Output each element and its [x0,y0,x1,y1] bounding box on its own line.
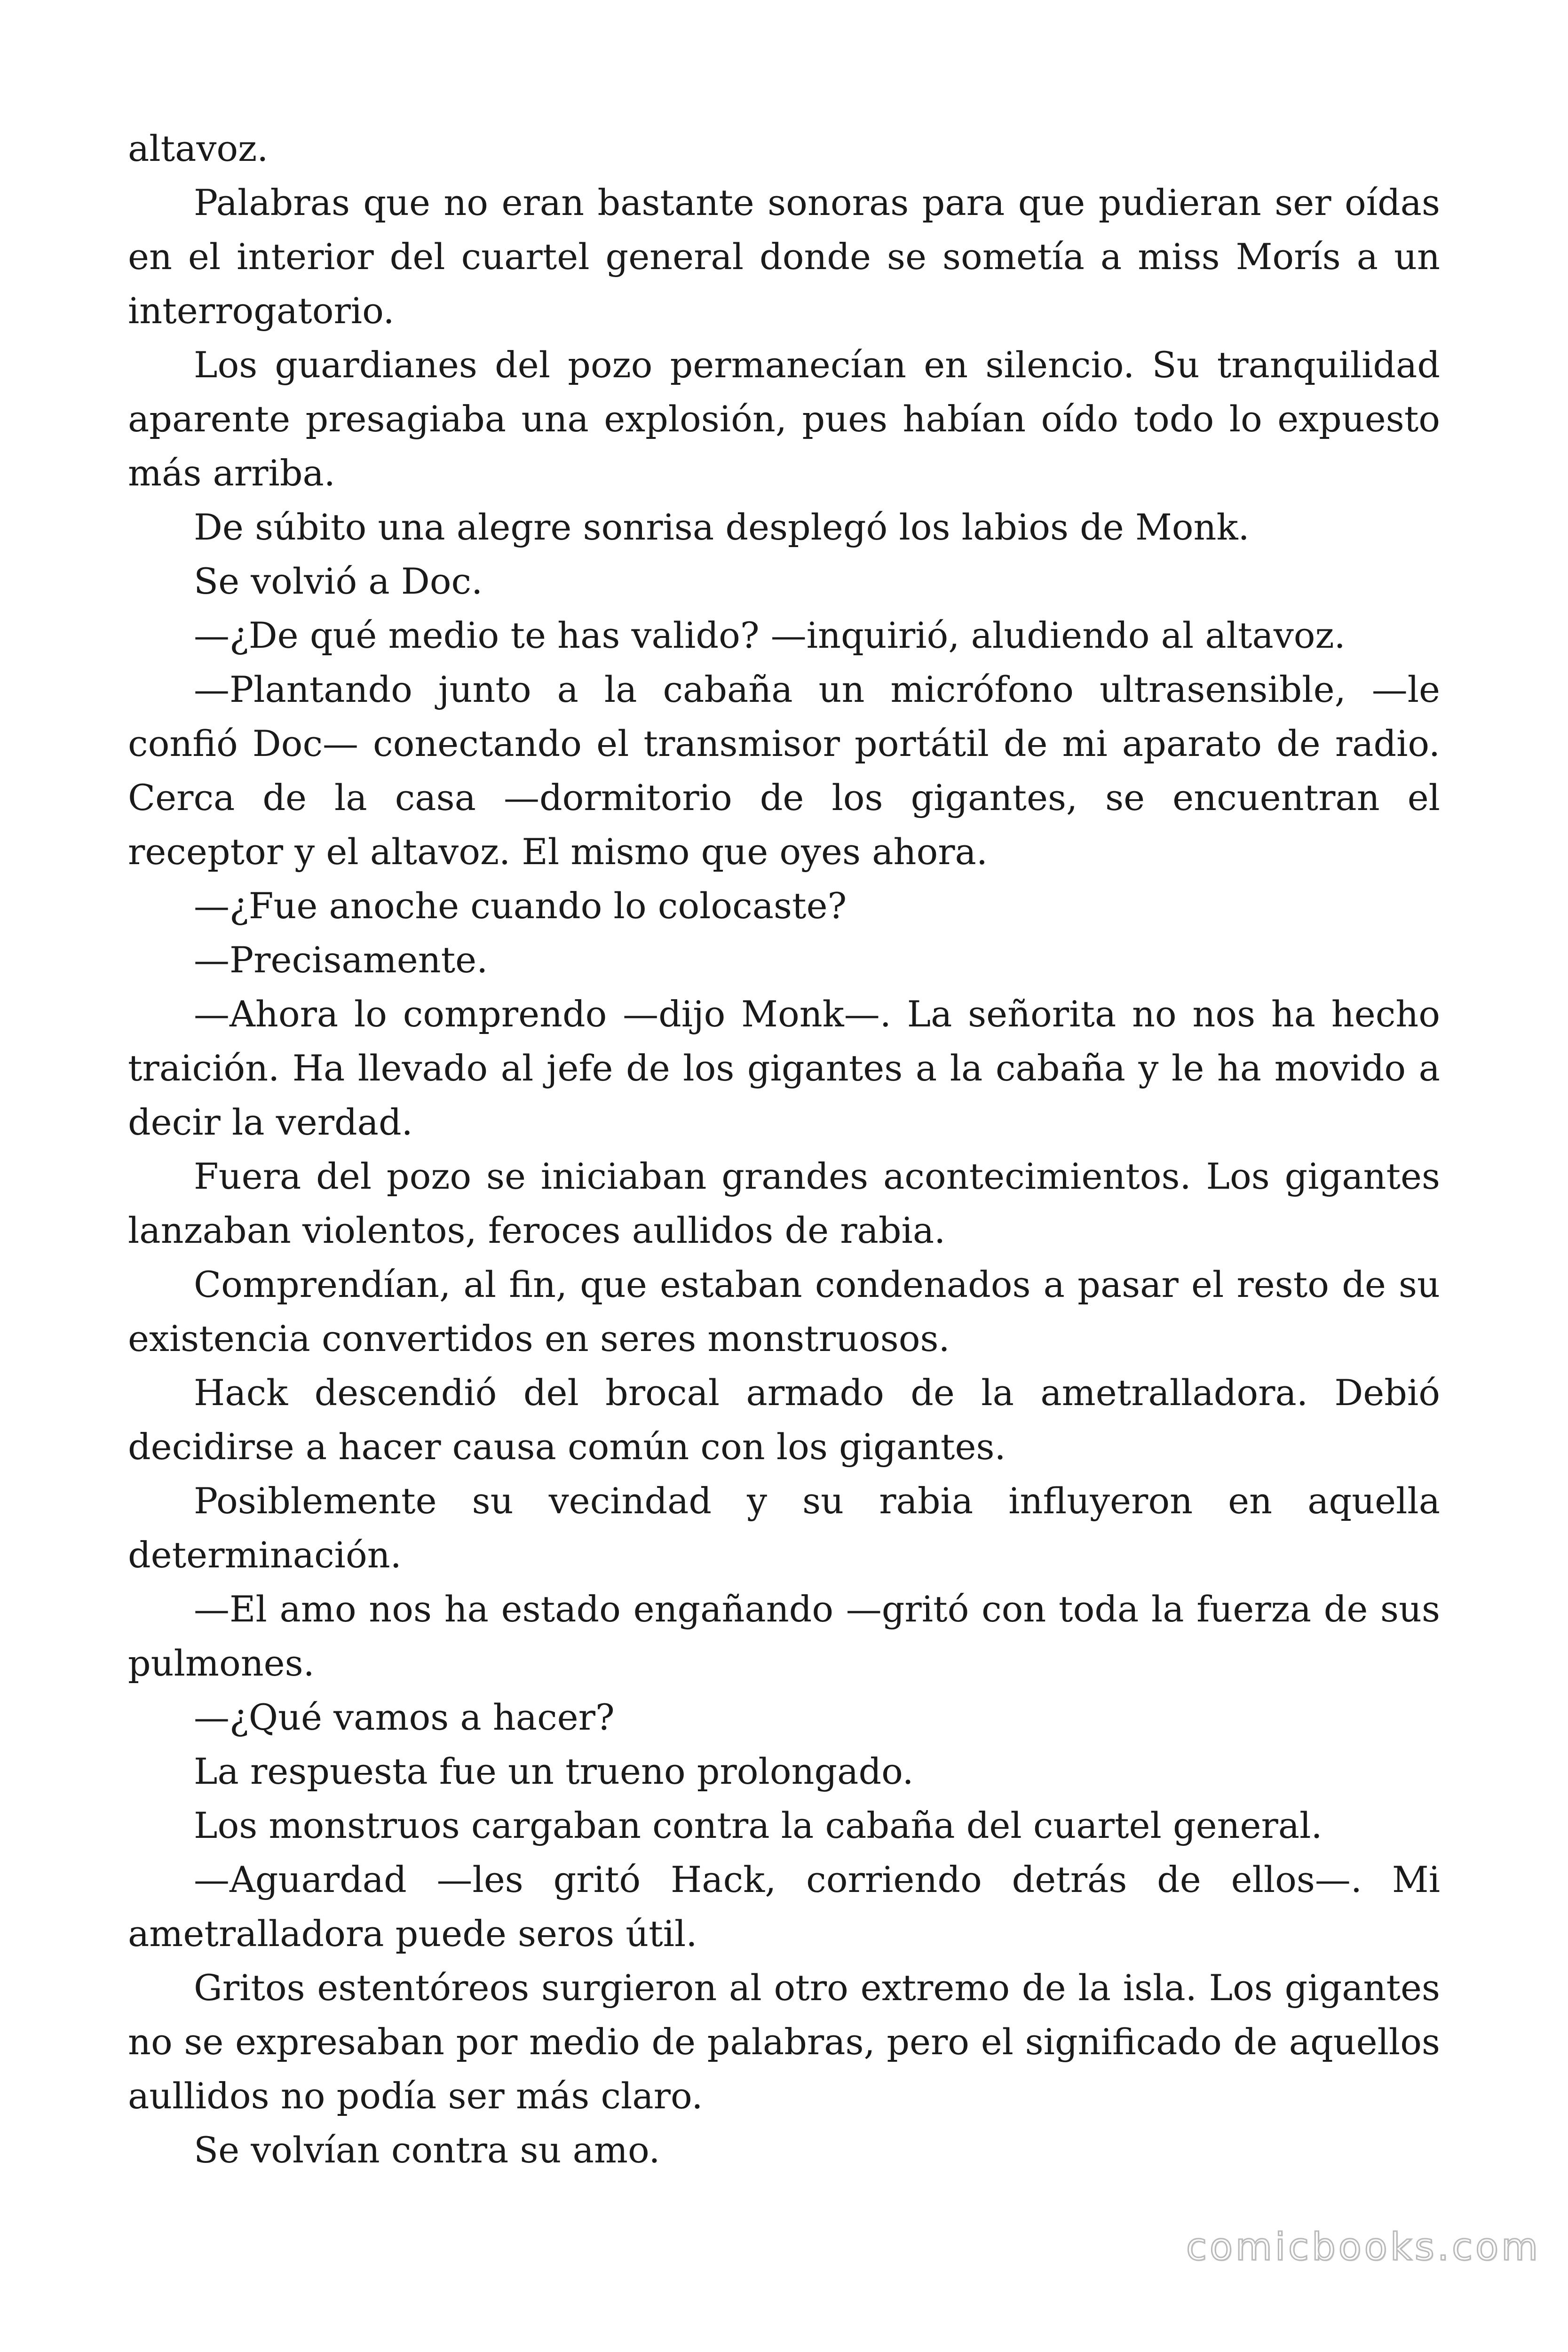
paragraph: Palabras que no eran bastante sonoras para que pudieran ser oídas en el interior del cuartel general donde se sometía a miss Morís a un interrogatorio. [128,182,1440,332]
watermark: comicbooks.com [1186,2225,1541,2269]
paragraph: Comprendían, al fin, que estaban condenados a pasar el resto de su existencia convertidos en seres monstruosos. [128,1263,1440,1359]
paragraph: De súbito una alegre sonrisa desplegó los labios de Monk. [194,506,1250,548]
paragraph: Los monstruos cargaban contra la cabaña del cuartel general. [194,1804,1323,1846]
paragraph: —¿De qué medio te has valido? —inquirió, aludiendo al altavoz. [194,614,1346,656]
paragraph: Posiblemente su vecindad y su rabia influyeron en aquella determinación. [128,1480,1440,1576]
paragraph: Fuera del pozo se iniciaban grandes acontecimientos. Los gigantes lanzaban violentos, feroces aullidos de rabia. [128,1155,1440,1251]
paragraph: —El amo nos ha estado engañando —gritó con toda la fuerza de sus pulmones. [128,1588,1440,1684]
paragraph: —Aguardad —les gritó Hack, corriendo detrás de ellos—. Mi ametralladora puede seros útil. [128,1859,1440,1955]
paragraph-continuation: altavoz. [128,127,269,169]
paragraph: —Plantando junto a la cabaña un micrófono ultrasensible, —le confió Doc— conectando el transmisor portátil de mi aparato de radio. Cerca de la casa —dormitorio de los gigantes, se encuentran el receptor y el altavoz. El mismo que oyes ahora. [128,668,1440,873]
paragraph: Los guardianes del pozo permanecían en silencio. Su tranquilidad aparente presagiaba una explosión, pues habían oído todo lo expuesto más arriba. [128,344,1440,494]
paragraph: Hack descendió del brocal armado de la ametralladora. Debió decidirse a hacer causa común con los gigantes. [128,1372,1440,1468]
paragraph: —¿Qué vamos a hacer? [194,1696,615,1738]
paragraph: Gritos estentóreos surgieron al otro extremo de la isla. Los gigantes no se expresaban por medio de palabras, pero el significado de aquellos aullidos no podía ser más claro. [128,1967,1440,2117]
paragraph: La respuesta fue un trueno prolongado. [194,1750,914,1792]
paragraph: —¿Fue anoche cuando lo colocaste? [194,885,847,927]
paragraph: —Precisamente. [194,939,488,981]
book-page-text [128,121,1440,2177]
paragraph: Se volvió a Doc. [194,560,483,602]
paragraph: —Ahora lo comprendo —dijo Monk—. La señorita no nos ha hecho traición. Ha llevado al jefe de los gigantes a la cabaña y le ha movido a decir la verdad. [128,993,1440,1143]
paragraph: Se volvían contra su amo. [194,2129,660,2171]
